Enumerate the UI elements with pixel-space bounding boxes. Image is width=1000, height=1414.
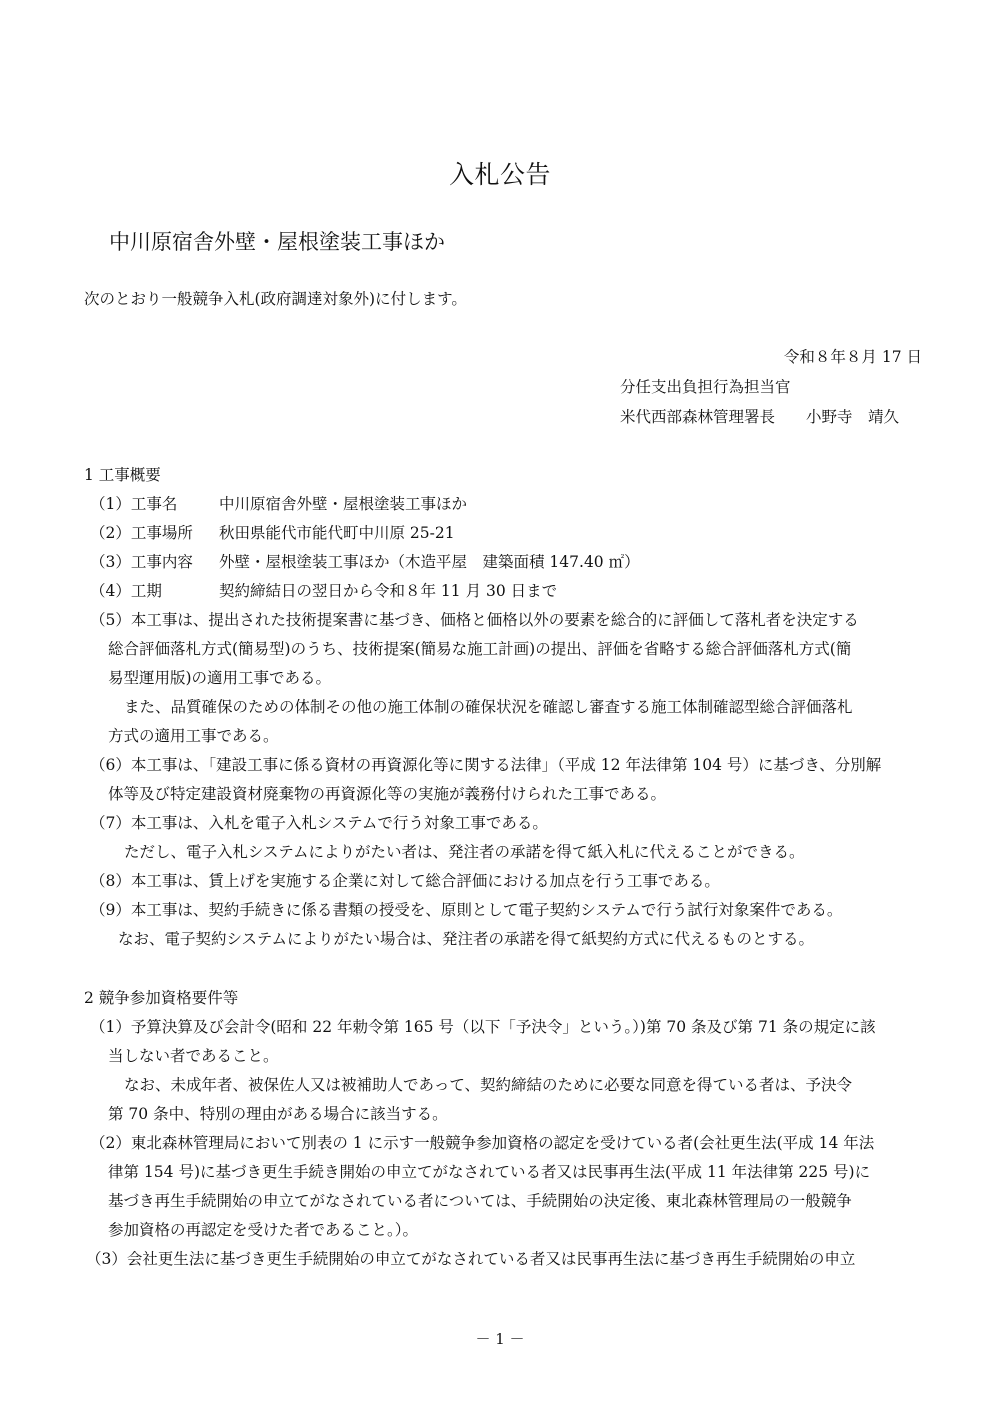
page-number: － 1 － bbox=[475, 1330, 525, 1348]
section1-heading: 1 工事概要 bbox=[84, 466, 161, 484]
paragraph-line: 体等及び特定建設資材廃棄物の再資源化等の実施が義務付けられた工事である。 bbox=[108, 785, 667, 803]
overview-value: 外壁・屋根塗装工事ほか（木造平屋 建築面積 147.40 ㎡） bbox=[219, 553, 640, 571]
paragraph-line: 当しない者であること。 bbox=[108, 1047, 279, 1065]
paragraph-line: （7）本工事は、入札を電子入札システムで行う対象工事である。 bbox=[90, 814, 548, 832]
paragraph-line: （6）本工事は、「建設工事に係る資材の再資源化等に関する法律」（平成 12 年法律第 104 号）に基づき、分別解 bbox=[90, 756, 882, 774]
paragraph-line: （5）本工事は、提出された技術提案書に基づき、価格と価格以外の要素を総合的に評価して落札者を決定する bbox=[90, 611, 859, 629]
overview-value: 秋田県能代市能代町中川原 25-21 bbox=[219, 524, 455, 542]
notice-date: 令和８年８月 17 日 bbox=[783, 348, 922, 366]
official-title: 分任支出負担行為担当官 bbox=[620, 378, 791, 396]
paragraph-line: また、品質確保のための体制その他の施工体制の確保状況を確認し審査する施工体制確認型総合評価落札 bbox=[124, 698, 853, 716]
overview-value: 中川原宿舎外壁・屋根塗装工事ほか bbox=[219, 495, 468, 513]
overview-label: （2）工事場所 bbox=[90, 524, 193, 542]
overview-value: 契約締結日の翌日から令和８年 11 月 30 日まで bbox=[219, 582, 558, 600]
paragraph-line: 参加資格の再認定を受けた者であること。）。 bbox=[108, 1221, 419, 1239]
page-title: 入札公告 bbox=[448, 160, 551, 189]
paragraph-line: （9）本工事は、契約手続きに係る書類の授受を、原則として電子契約システムで行う試行対象案件である。 bbox=[90, 901, 843, 919]
paragraph-line: なお、未成年者、被保佐人又は被補助人であって、契約締結のために必要な同意を得ている者は、予決令 bbox=[124, 1076, 853, 1094]
section2-heading: 2 競争参加資格要件等 bbox=[84, 989, 239, 1007]
paragraph-line: 易型運用版)の適用工事である。 bbox=[108, 669, 332, 687]
paragraph-line: なお、電子契約システムによりがたい場合は、発注者の承諾を得て紙契約方式に代えるものとする。 bbox=[118, 930, 814, 948]
overview-label: （3）工事内容 bbox=[90, 553, 193, 571]
paragraph-line: （3）会社更生法に基づき更生手続開始の申立てがなされている者又は民事再生法に基づき再生手続開始の申立 bbox=[86, 1250, 856, 1268]
paragraph-line: ただし、電子入札システムによりがたい者は、発注者の承諾を得て紙入札に代えることができる。 bbox=[124, 843, 805, 861]
overview-label: （1）工事名 bbox=[90, 495, 178, 513]
paragraph-line: 第 70 条中、特別の理由がある場合に該当する。 bbox=[108, 1105, 448, 1123]
paragraph-line: 基づき再生手続開始の申立てがなされている者については、手続開始の決定後、東北森林管理局の一般競争 bbox=[108, 1192, 852, 1210]
paragraph-line: （2）東北森林管理局において別表の 1 に示す一般競争参加資格の認定を受けている者(会社更生法(平成 14 年法 bbox=[90, 1134, 875, 1152]
intro-text: 次のとおり一般競争入札(政府調達対象外)に付します。 bbox=[84, 290, 467, 308]
paragraph-line: （1）予算決算及び会計令(昭和 22 年勅令第 165 号（以下「予決令」という。）)第 70 条及び第 71 条の規定に該 bbox=[90, 1018, 876, 1036]
official-name: 米代西部森林管理署長 小野寺 靖久 bbox=[620, 408, 900, 426]
paragraph-line: 律第 154 号)に基づき更生手続き開始の申立てがなされている者又は民事再生法(平成 11 年法律第 225 号)に bbox=[108, 1163, 871, 1181]
paragraph-line: （8）本工事は、賃上げを実施する企業に対して総合評価における加点を行う工事である。 bbox=[90, 872, 720, 890]
paragraph-line: 方式の適用工事である。 bbox=[108, 727, 279, 745]
overview-label: （4）工期 bbox=[90, 582, 162, 600]
paragraph-line: 総合評価落札方式(簡易型)のうち、技術提案(簡易な施工計画)の提出、評価を省略する総合評価落札方式(簡 bbox=[108, 640, 852, 658]
project-subtitle: 中川原宿舎外壁・屋根塗装工事ほか bbox=[109, 230, 445, 254]
